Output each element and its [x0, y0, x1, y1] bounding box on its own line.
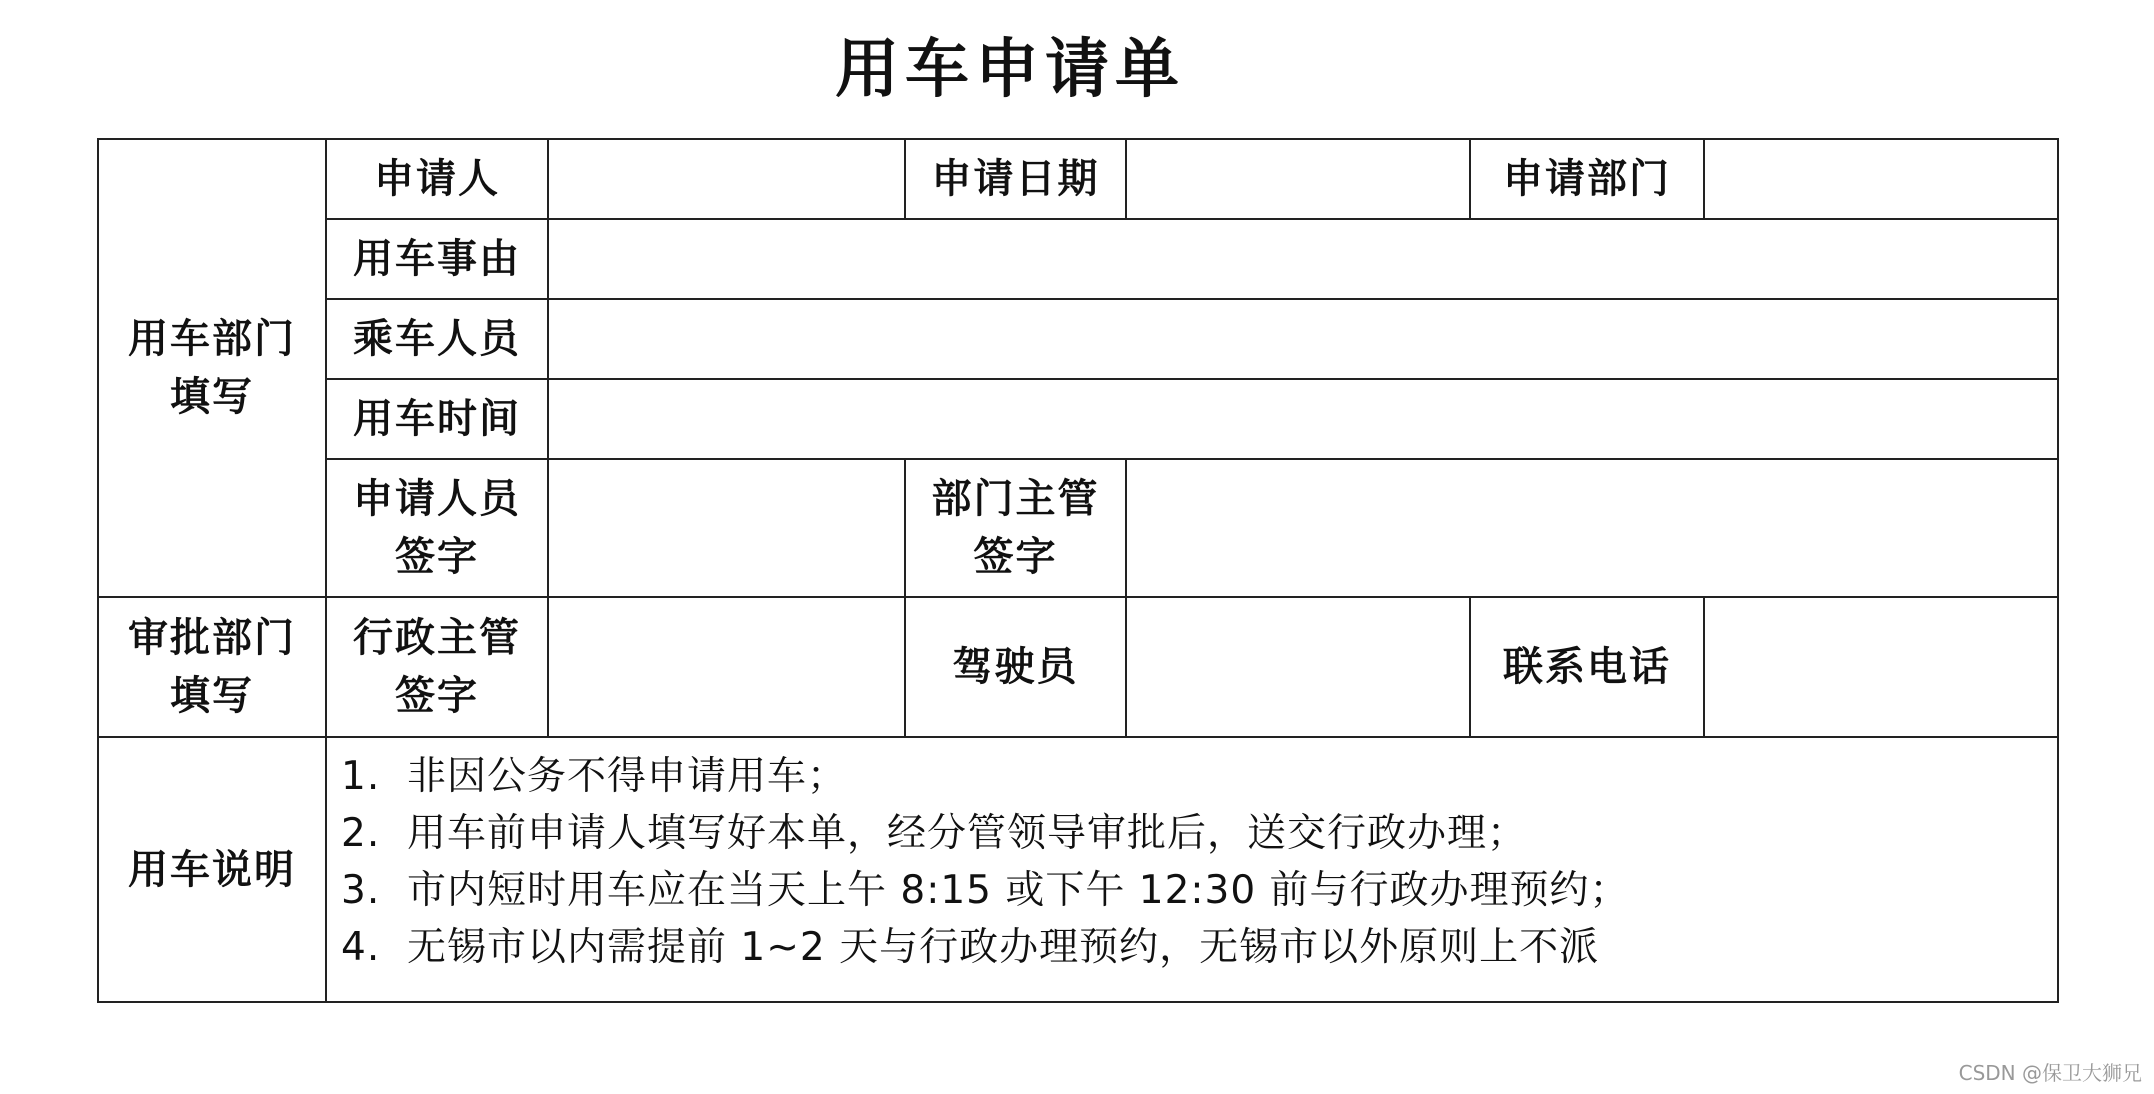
note-item: [341, 919, 2043, 976]
notes-cell: [326, 737, 2058, 1002]
apply-date-label: 申请日期: [905, 139, 1126, 219]
phone-field[interactable]: [1704, 597, 2058, 737]
driver-label: 驾驶员: [905, 597, 1126, 737]
note-text: 无锡市以内需提前 1~2 天与行政办理预约，无锡市以外原则上不派: [407, 925, 1600, 970]
note-text: 非因公务不得申请用车；: [407, 754, 848, 799]
applicant-label: 申请人: [326, 139, 548, 219]
phone-label: 联系电话: [1470, 597, 1704, 737]
note-item: [341, 748, 2043, 805]
apply-date-field[interactable]: [1126, 139, 1470, 219]
row-approval: [98, 597, 2058, 737]
form-title: 用车申请单: [835, 33, 1185, 107]
section-approval-fill: [98, 597, 326, 737]
apply-dept-field[interactable]: [1704, 139, 2058, 219]
row-reason: [98, 219, 2058, 299]
note-number: 2.: [341, 811, 381, 856]
applicant-sign-label-text: 申请人员签字: [353, 476, 521, 580]
passengers-field[interactable]: [548, 299, 2058, 379]
section-dept-fill-label: 用车部门填写: [128, 316, 296, 420]
admin-head-sign-field[interactable]: [548, 597, 905, 737]
applicant-sign-field[interactable]: [548, 459, 905, 597]
dept-head-sign-label: [905, 459, 1126, 597]
note-text: 市内短时用车应在当天上午 8:15 或下午 12:30 前与行政办理预约；: [407, 868, 1630, 913]
note-number: 4.: [341, 925, 381, 970]
use-time-label: 用车时间: [326, 379, 548, 459]
apply-dept-label: 申请部门: [1470, 139, 1704, 219]
admin-head-sign-label-text: 行政主管签字: [353, 615, 521, 719]
note-item: [341, 805, 2043, 862]
row-use-time: [98, 379, 2058, 459]
note-item: [341, 862, 2043, 919]
driver-field[interactable]: [1126, 597, 1470, 737]
applicant-sign-label: [326, 459, 548, 597]
watermark: CSDN @保卫大狮兄: [1958, 1061, 2142, 1085]
row-notes: [98, 737, 2058, 1002]
admin-head-sign-label: [326, 597, 548, 737]
row-applicant: [98, 139, 2058, 219]
note-number: 3.: [341, 868, 381, 913]
applicant-field[interactable]: [548, 139, 905, 219]
row-signatures: [98, 459, 2058, 597]
note-number: 1.: [341, 754, 381, 799]
reason-field[interactable]: [548, 219, 2058, 299]
section-approval-fill-label: 审批部门填写: [128, 615, 296, 719]
reason-label: 用车事由: [326, 219, 548, 299]
passengers-label: 乘车人员: [326, 299, 548, 379]
dept-head-sign-label-text: 部门主管签字: [931, 476, 1100, 580]
vehicle-request-form: [97, 138, 2059, 1003]
row-passengers: [98, 299, 2058, 379]
use-time-field[interactable]: [548, 379, 2058, 459]
section-notes: 用车说明: [98, 737, 326, 1002]
note-text: 用车前申请人填写好本单，经分管领导审批后，送交行政办理；: [407, 811, 1528, 856]
section-dept-fill: [98, 139, 326, 597]
dept-head-sign-field[interactable]: [1126, 459, 2058, 597]
